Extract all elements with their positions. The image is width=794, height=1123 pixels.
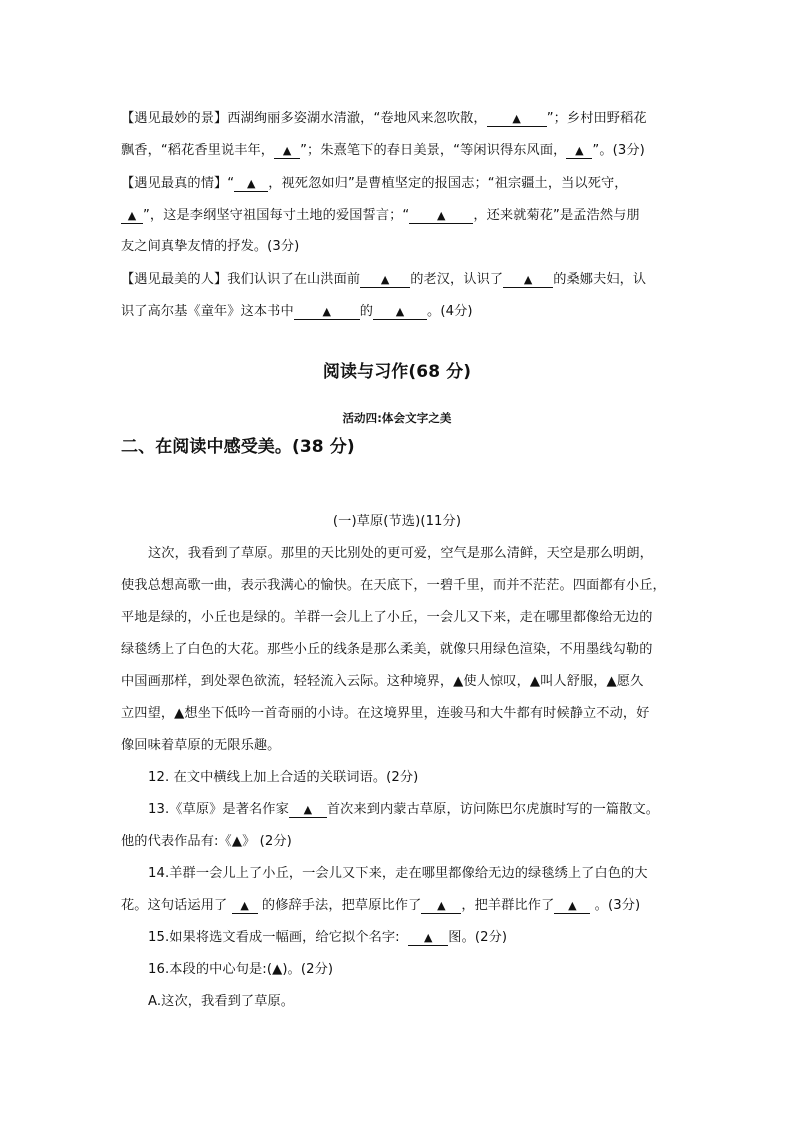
question-13-cont: 他的代表作品有:《▲》 (2分) <box>121 834 292 849</box>
poetry-line-1: 【遇见最妙的景】西湖绚丽多姿湖水清澈，“卷地风来忽吹散， ▲ ”；乡村田野稻花 <box>121 111 647 126</box>
section-title: 阅读与习作(68 分) <box>322 362 472 382</box>
passage-line: 绿毯绣上了白色的大花。那些小丘的线条是那么柔美，就像只用绿色渲染，不用墨线勾勒的 <box>121 642 653 657</box>
answer-blank[interactable]: ▲ <box>409 208 473 224</box>
passage-line: 中国画那样，到处翠色欲流，轻轻流入云际。这种境界，▲使人惊叹，▲叫人舒服，▲愿久 <box>121 674 644 689</box>
poetry-line-6: 【遇见最美的人】我们认识了在山洪面前 ▲ 的老汉，认识了 ▲ 的桑娜夫妇，认 <box>121 272 647 287</box>
answer-blank[interactable]: ▲ <box>503 272 553 288</box>
passage-title: (一)草原(节选)(11分) <box>332 514 462 529</box>
activity-title: 活动四:体会文字之美 <box>342 411 452 425</box>
answer-blank[interactable]: ▲ <box>487 111 547 127</box>
part-title: 二、在阅读中感受美。(38 分) <box>121 437 355 457</box>
question-16: 16.本段的中心句是:(▲)。(2分) <box>148 962 334 977</box>
poetry-line-3: 【遇见最真的情】“ ▲ ，视死忽如归”是曹植坚定的报国志；“祖宗疆土，当以死守， <box>121 176 628 191</box>
answer-blank[interactable]: ▲ <box>232 898 258 914</box>
answer-blank[interactable]: ▲ <box>421 898 461 914</box>
passage-line: 平地是绿的，小丘也是绿的。羊群一会儿上了小丘，一会儿又下来，走在哪里都像给无边的 <box>121 610 653 625</box>
answer-blank[interactable]: ▲ <box>234 176 268 192</box>
question-14-cont: 花。这句话运用了 ▲ 的修辞手法，把草原比作了 ▲ ，把羊群比作了 ▲ 。(3分) <box>121 898 641 913</box>
answer-blank[interactable]: ▲ <box>121 208 143 224</box>
answer-blank[interactable]: ▲ <box>408 930 448 946</box>
passage-line: 立四望，▲想坐下低吟一首奇丽的小诗。在这境界里，连骏马和大牛都有时候静立不动，好 <box>121 706 650 721</box>
poetry-line-4: ▲ ”，这是李纲坚守祖国每寸土地的爱国誓言；“ ▲ ，还来就菊花”是孟浩然与朋 <box>121 207 640 225</box>
question-13: 13.《草原》是著名作家 ▲ 首次来到内蒙古草原，访问陈巴尔虎旗时写的一篇散文。 <box>148 802 660 817</box>
answer-blank[interactable]: ▲ <box>274 143 300 159</box>
question-12: 12. 在文中横线上加上合适的关联词语。(2分) <box>148 770 419 785</box>
answer-blank[interactable]: ▲ <box>566 143 592 159</box>
poetry-line-7: 识了高尔基《童年》这本书中 ▲ 的 ▲ 。(4分) <box>121 304 473 319</box>
answer-blank[interactable]: ▲ <box>294 304 360 320</box>
passage-line: 这次，我看到了草原。那里的天比别处的更可爱，空气是那么清鲜，天空是那么明朗， <box>148 546 653 561</box>
question-15: 15.如果将选文看成一幅画，给它拟个名字: ▲ 图。(2分) <box>148 930 508 945</box>
answer-blank[interactable]: ▲ <box>360 272 410 288</box>
passage-line: 像回味着草原的无限乐趣。 <box>121 738 281 753</box>
question-14: 14.羊群一会儿上了小丘，一会儿又下来，走在哪里都像给无边的绿毯绣上了白色的大 <box>148 866 648 881</box>
passage-line: 使我总想高歌一曲，表示我满心的愉快。在天底下，一碧千里，而并不茫茫。四面都有小丘， <box>121 578 666 593</box>
poetry-line-5: 友之间真挚友情的抒发。(3分) <box>121 239 300 254</box>
poetry-line-2: 飘香，“稻花香里说丰年， ▲ ”；朱熹笔下的春日美景，“等闲识得东风面， ▲ ”。(3分) <box>121 143 645 158</box>
option-a: A.这次，我看到了草原。 <box>148 994 295 1009</box>
answer-blank[interactable]: ▲ <box>373 304 427 320</box>
answer-blank[interactable]: ▲ <box>554 898 590 914</box>
answer-blank[interactable]: ▲ <box>289 802 327 818</box>
